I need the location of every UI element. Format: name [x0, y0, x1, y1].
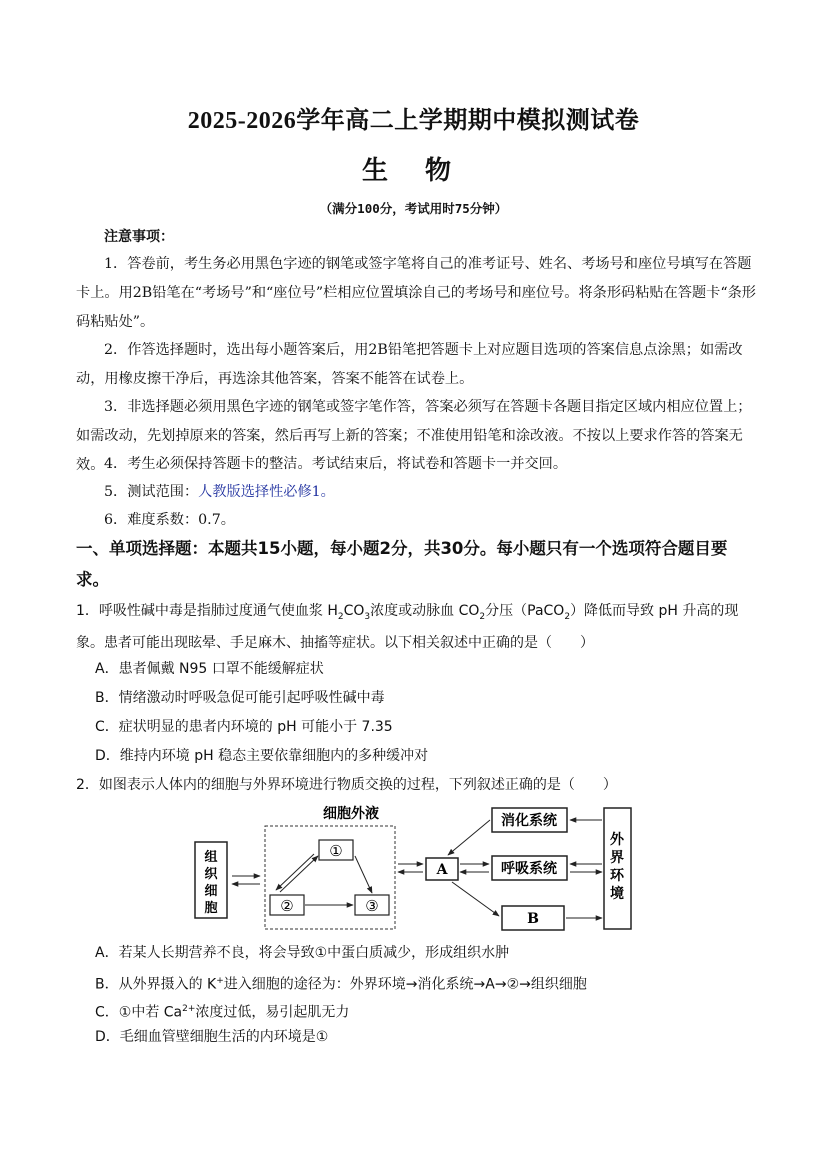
- arrow-digestive-to-a: [448, 820, 490, 855]
- node-a-label: A: [436, 862, 448, 878]
- body-fluid-exchange-diagram: [190, 798, 640, 938]
- respiratory-system-label: 呼吸系统: [501, 861, 557, 877]
- test-scope-link[interactable]: 人教版选择性必修1。: [198, 484, 335, 500]
- notice-item-5-label: 5．测试范围：: [104, 484, 199, 500]
- q2-option-a[interactable]: A．若某人长期营养不良，将会导致①中蛋白质减少，形成组织水肿: [95, 945, 510, 961]
- external-env-char-4: 境: [610, 886, 624, 902]
- q2-option-c-suffix: 浓度过低，易引起肌无力: [195, 1004, 350, 1021]
- node-2-label: ②: [280, 897, 294, 915]
- q1-sub-3: 2: [479, 611, 486, 622]
- q1-sub-1: 2: [337, 611, 344, 622]
- external-env-char-1: 外: [610, 832, 624, 848]
- arrow-a-to-b: [452, 882, 499, 916]
- question-2-stem: 2．如图表示人体内的细胞与外界环境进行物质交换的过程，下列叙述正确的是（ ）: [76, 777, 617, 793]
- node-3-label: ③: [365, 897, 379, 915]
- extracellular-fluid-label: 细胞外液: [323, 806, 379, 822]
- q1-text-b: CO: [343, 603, 365, 619]
- q1-option-d[interactable]: D．维持内环境 pH 稳态主要依靠细胞内的多种缓冲对: [95, 748, 429, 764]
- q2-option-b-prefix: B．从外界摄入的 K: [95, 976, 217, 993]
- q2-option-c-prefix: C．①中若 Ca: [95, 1004, 183, 1021]
- q2-option-c-sup: 2+: [182, 1004, 196, 1014]
- digestive-system-label: 消化系统: [501, 813, 557, 829]
- external-env-char-2: 界: [610, 850, 624, 866]
- notice-item-2: 2．作答选择题时，选出每小题答案后，用2B铅笔把答题卡上对应题目选项的答案信息点涂黑；如需改动，用橡皮擦干净后，再选涂其他答案，答案不能答在试卷上。: [76, 342, 743, 387]
- q1-sub-2: 3: [364, 611, 371, 622]
- node-1-label: ①: [329, 842, 343, 860]
- node-b-label: B: [527, 911, 539, 927]
- subject-title: 生 物: [361, 156, 466, 186]
- q1-text-e: ）降低而导致 pH 升高的现象。患者可能出现眩晕、手足麻木、抽搐等症状。以下相关叙述中正确的是（ ）: [76, 603, 739, 651]
- q1-option-c[interactable]: C．症状明显的患者内环境的 pH 可能小于 7.35: [95, 719, 393, 735]
- notice-item-5: [76, 478, 756, 507]
- question-1-stem: [76, 598, 760, 656]
- tissue-cells-char-4: 胞: [204, 901, 218, 916]
- q2-option-d[interactable]: D．毛细血管壁细胞生活的内环境是①: [95, 1029, 329, 1045]
- notice-item-6: 6．难度系数：0.7。: [104, 512, 235, 528]
- tissue-cells-char-2: 织: [204, 867, 218, 882]
- q2-option-b[interactable]: [95, 970, 587, 996]
- tissue-cells-char-3: 细: [204, 884, 218, 899]
- notice-item-4: 4．考生必须保持答题卡的整洁。考试结束后，将试卷和答题卡一并交回。: [104, 456, 568, 472]
- q2-option-b-sup: +: [216, 976, 224, 986]
- section-1-heading: 一、单项选择题：本题共15小题，每小题2分，共30分。每小题只有一个选项符合题目要求。: [76, 539, 728, 589]
- q2-option-c[interactable]: [95, 998, 349, 1024]
- q2-option-b-suffix: 进入细胞的途径为：外界环境→消化系统→A→②→组织细胞: [223, 976, 587, 993]
- q1-option-b[interactable]: B．情绪激动时呼吸急促可能引起呼吸性碱中毒: [95, 690, 385, 706]
- q1-sub-4: 2: [564, 611, 571, 622]
- q1-text-d: 分压（PaCO: [485, 603, 565, 619]
- notice-item-1: 1．答卷前，考生务必用黑色字迹的钢笔或签字笔将自己的准考证号、姓名、考场号和座位号填写在答题卡上。用2B铅笔在“考场号”和“座位号”栏相应位置填涂自己的考场号和座位号。将条形码粘贴在答题卡“条形码粘贴处”。: [76, 256, 756, 330]
- q1-text-a: 1．呼吸性碱中毒是指肺过度通气使血浆 H: [76, 603, 338, 619]
- external-env-char-3: 环: [610, 868, 624, 884]
- q1-text-c: 浓度或动脉血 CO: [370, 603, 480, 619]
- q1-option-a[interactable]: A．患者佩戴 N95 口罩不能缓解症状: [95, 661, 324, 677]
- arrow-2-to-1: [280, 856, 318, 892]
- arrow-1-to-2: [276, 854, 314, 890]
- arrow-1-to-3: [355, 856, 372, 893]
- exam-meta: （满分100分，考试用时75分钟）: [319, 201, 508, 216]
- exam-title: 2025-2026学年高二上学期期中模拟测试卷: [187, 108, 640, 134]
- tissue-cells-char-1: 组: [204, 850, 218, 865]
- notice-item-3: 3．非选择题必须用黑色字迹的钢笔或签字笔作答，答案必须写在答题卡各题目指定区域内相应位置上；如需改动，先划掉原来的答案，然后再写上新的答案；不准使用铅笔和涂改液。不按以上要求作答的答案无效。: [76, 399, 752, 473]
- notice-heading: 注意事项：: [104, 229, 174, 245]
